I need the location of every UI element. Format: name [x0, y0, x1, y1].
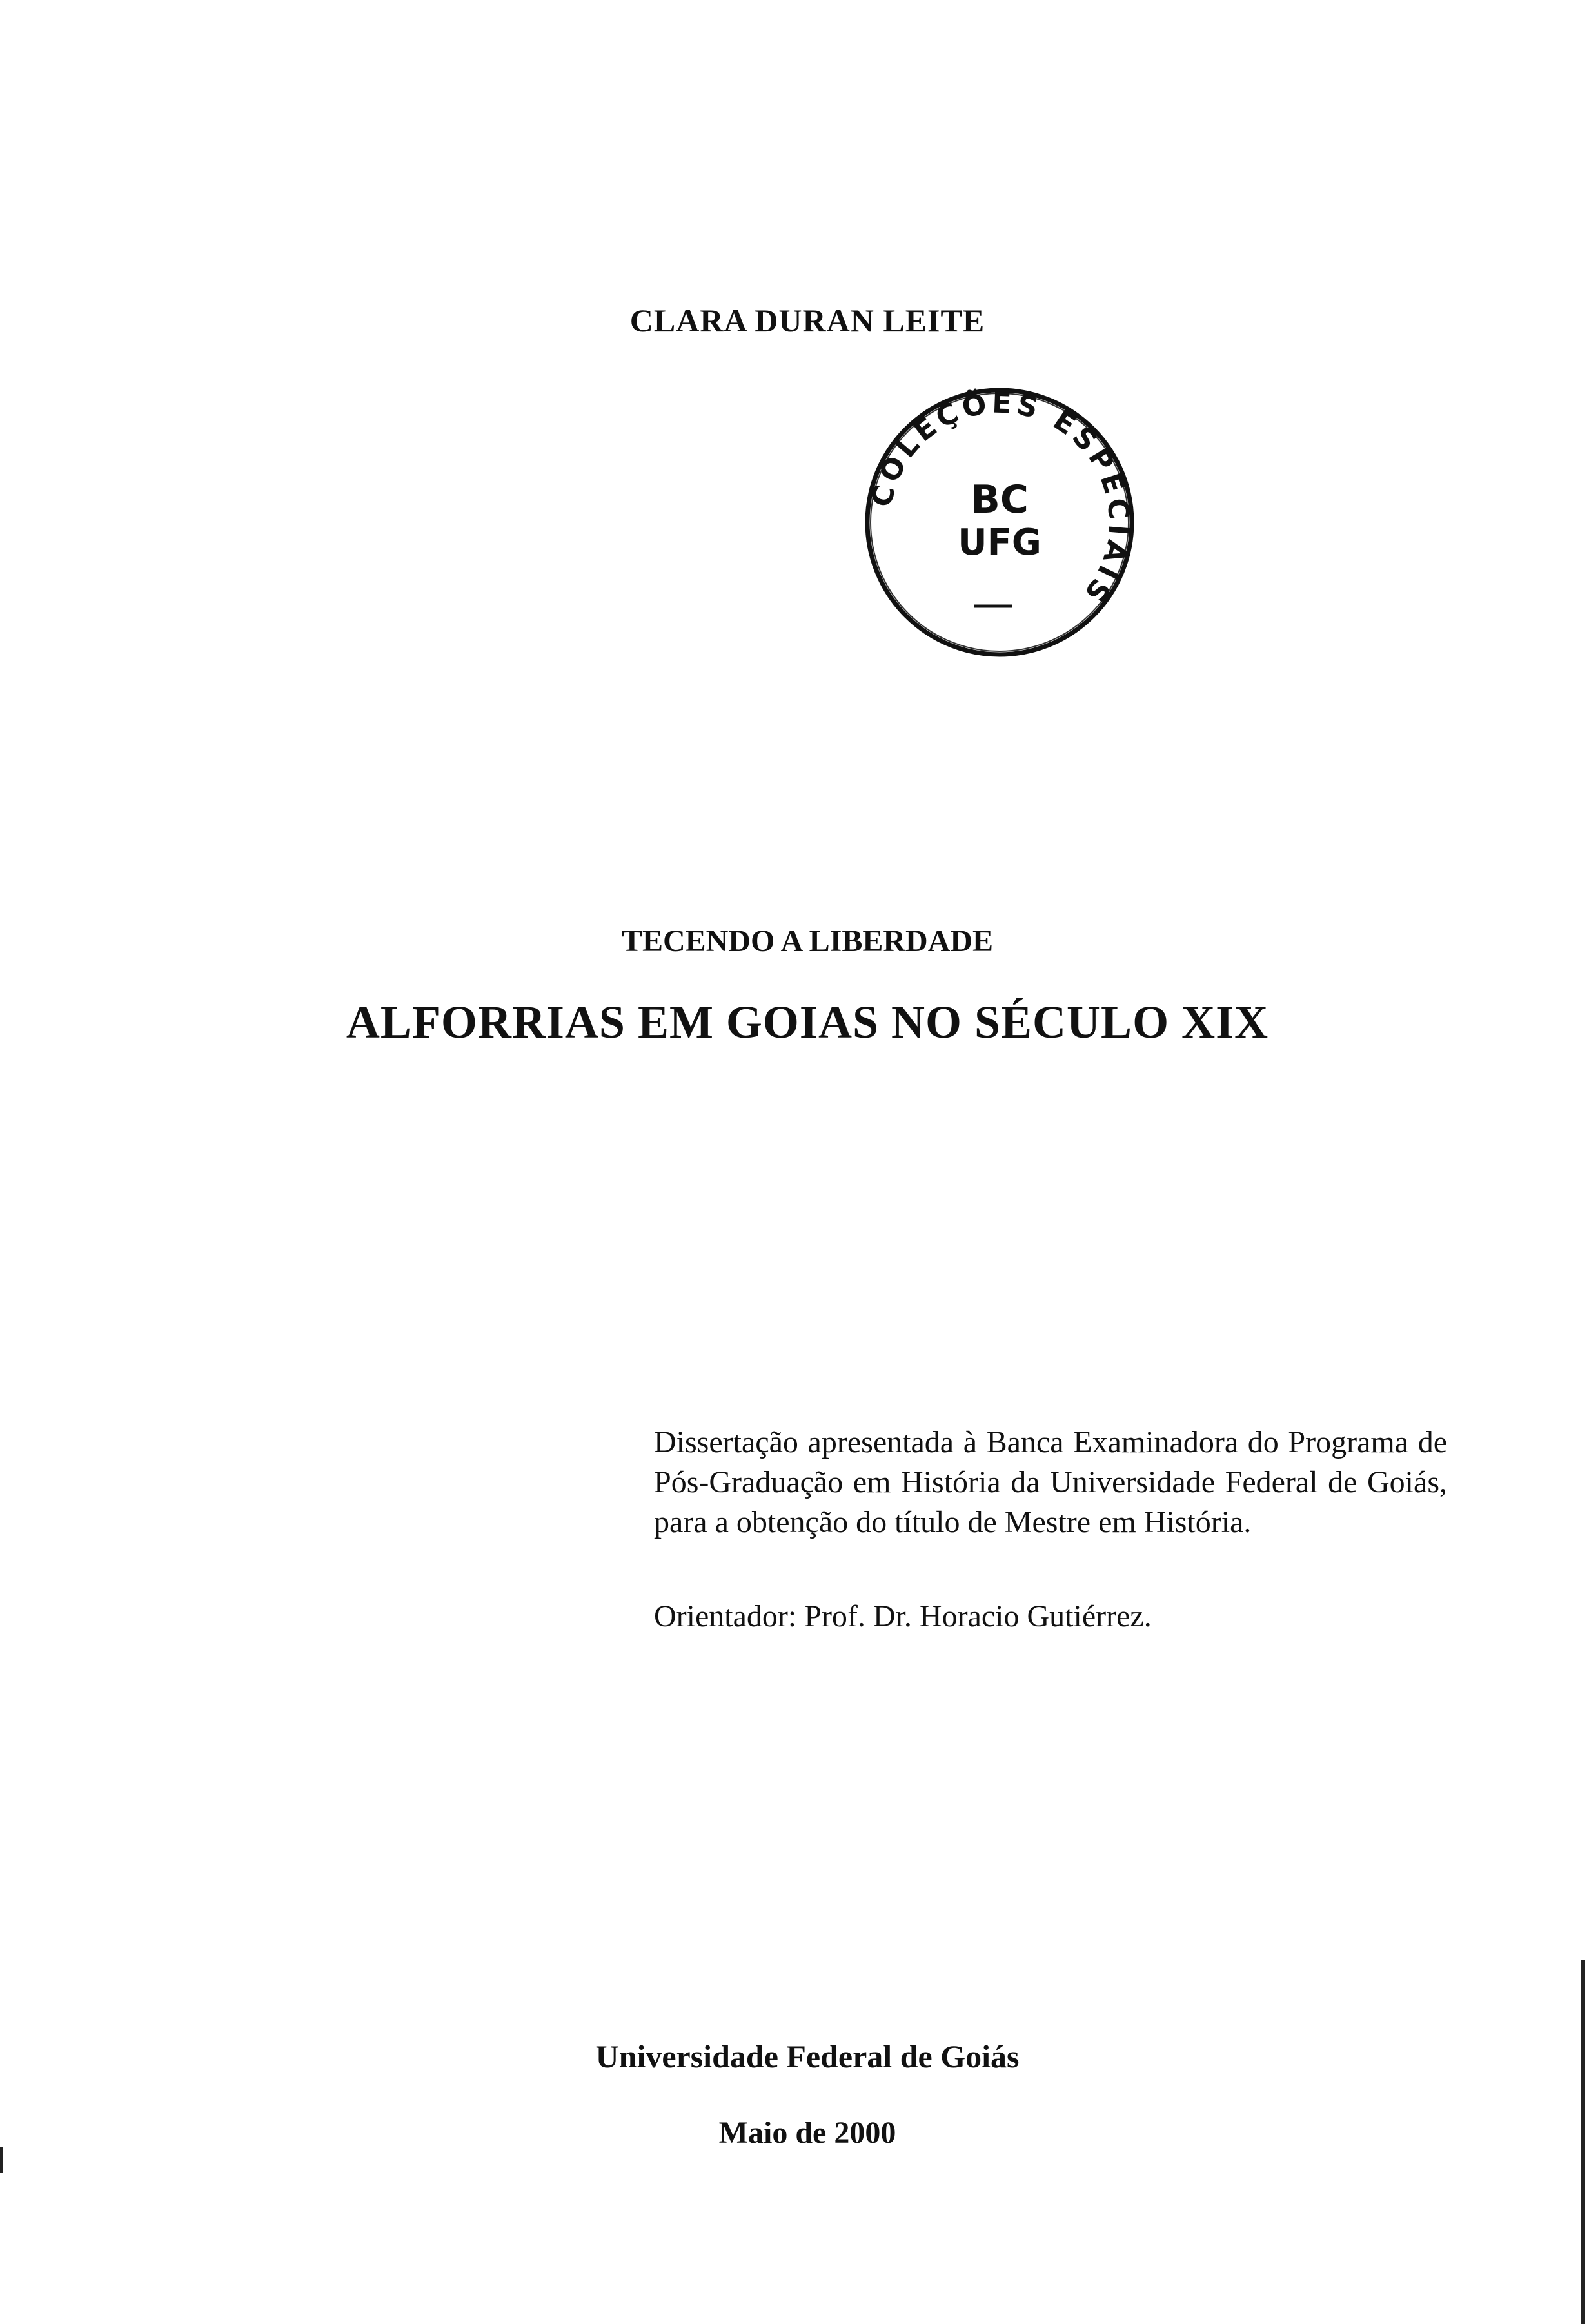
stamp-center-ufg: UFG: [958, 522, 1041, 564]
dissertation-subtitle: TECENDO A LIBERDADE: [621, 924, 994, 958]
publication-date: Maio de 2000: [718, 2116, 896, 2150]
advisor-line: Orientador: Prof. Dr. Horacio Gutiérrez.: [654, 1599, 1152, 1633]
stamp-ring-text: COLEÇÕES ESPECIAIS: [865, 386, 1136, 612]
stamp-center-bc: BC: [971, 477, 1029, 522]
dissertation-title: ALFORRIAS EM GOIAS NO SÉCULO XIX: [346, 996, 1269, 1048]
author-name: CLARA DURAN LEITE: [629, 302, 985, 339]
dissertation-description: Dissertação apresentada à Banca Examinadora do Programa de Pós-Graduação em História da Universidade Federal de Goiás, para a obtenção do título de Mestre em História.: [654, 1425, 1447, 1539]
scan-edge-line: [1581, 1960, 1585, 2324]
institution-name: Universidade Federal de Goiás: [595, 2038, 1020, 2074]
library-stamp: [858, 380, 1141, 664]
scan-edge-mark: [0, 2147, 3, 2173]
